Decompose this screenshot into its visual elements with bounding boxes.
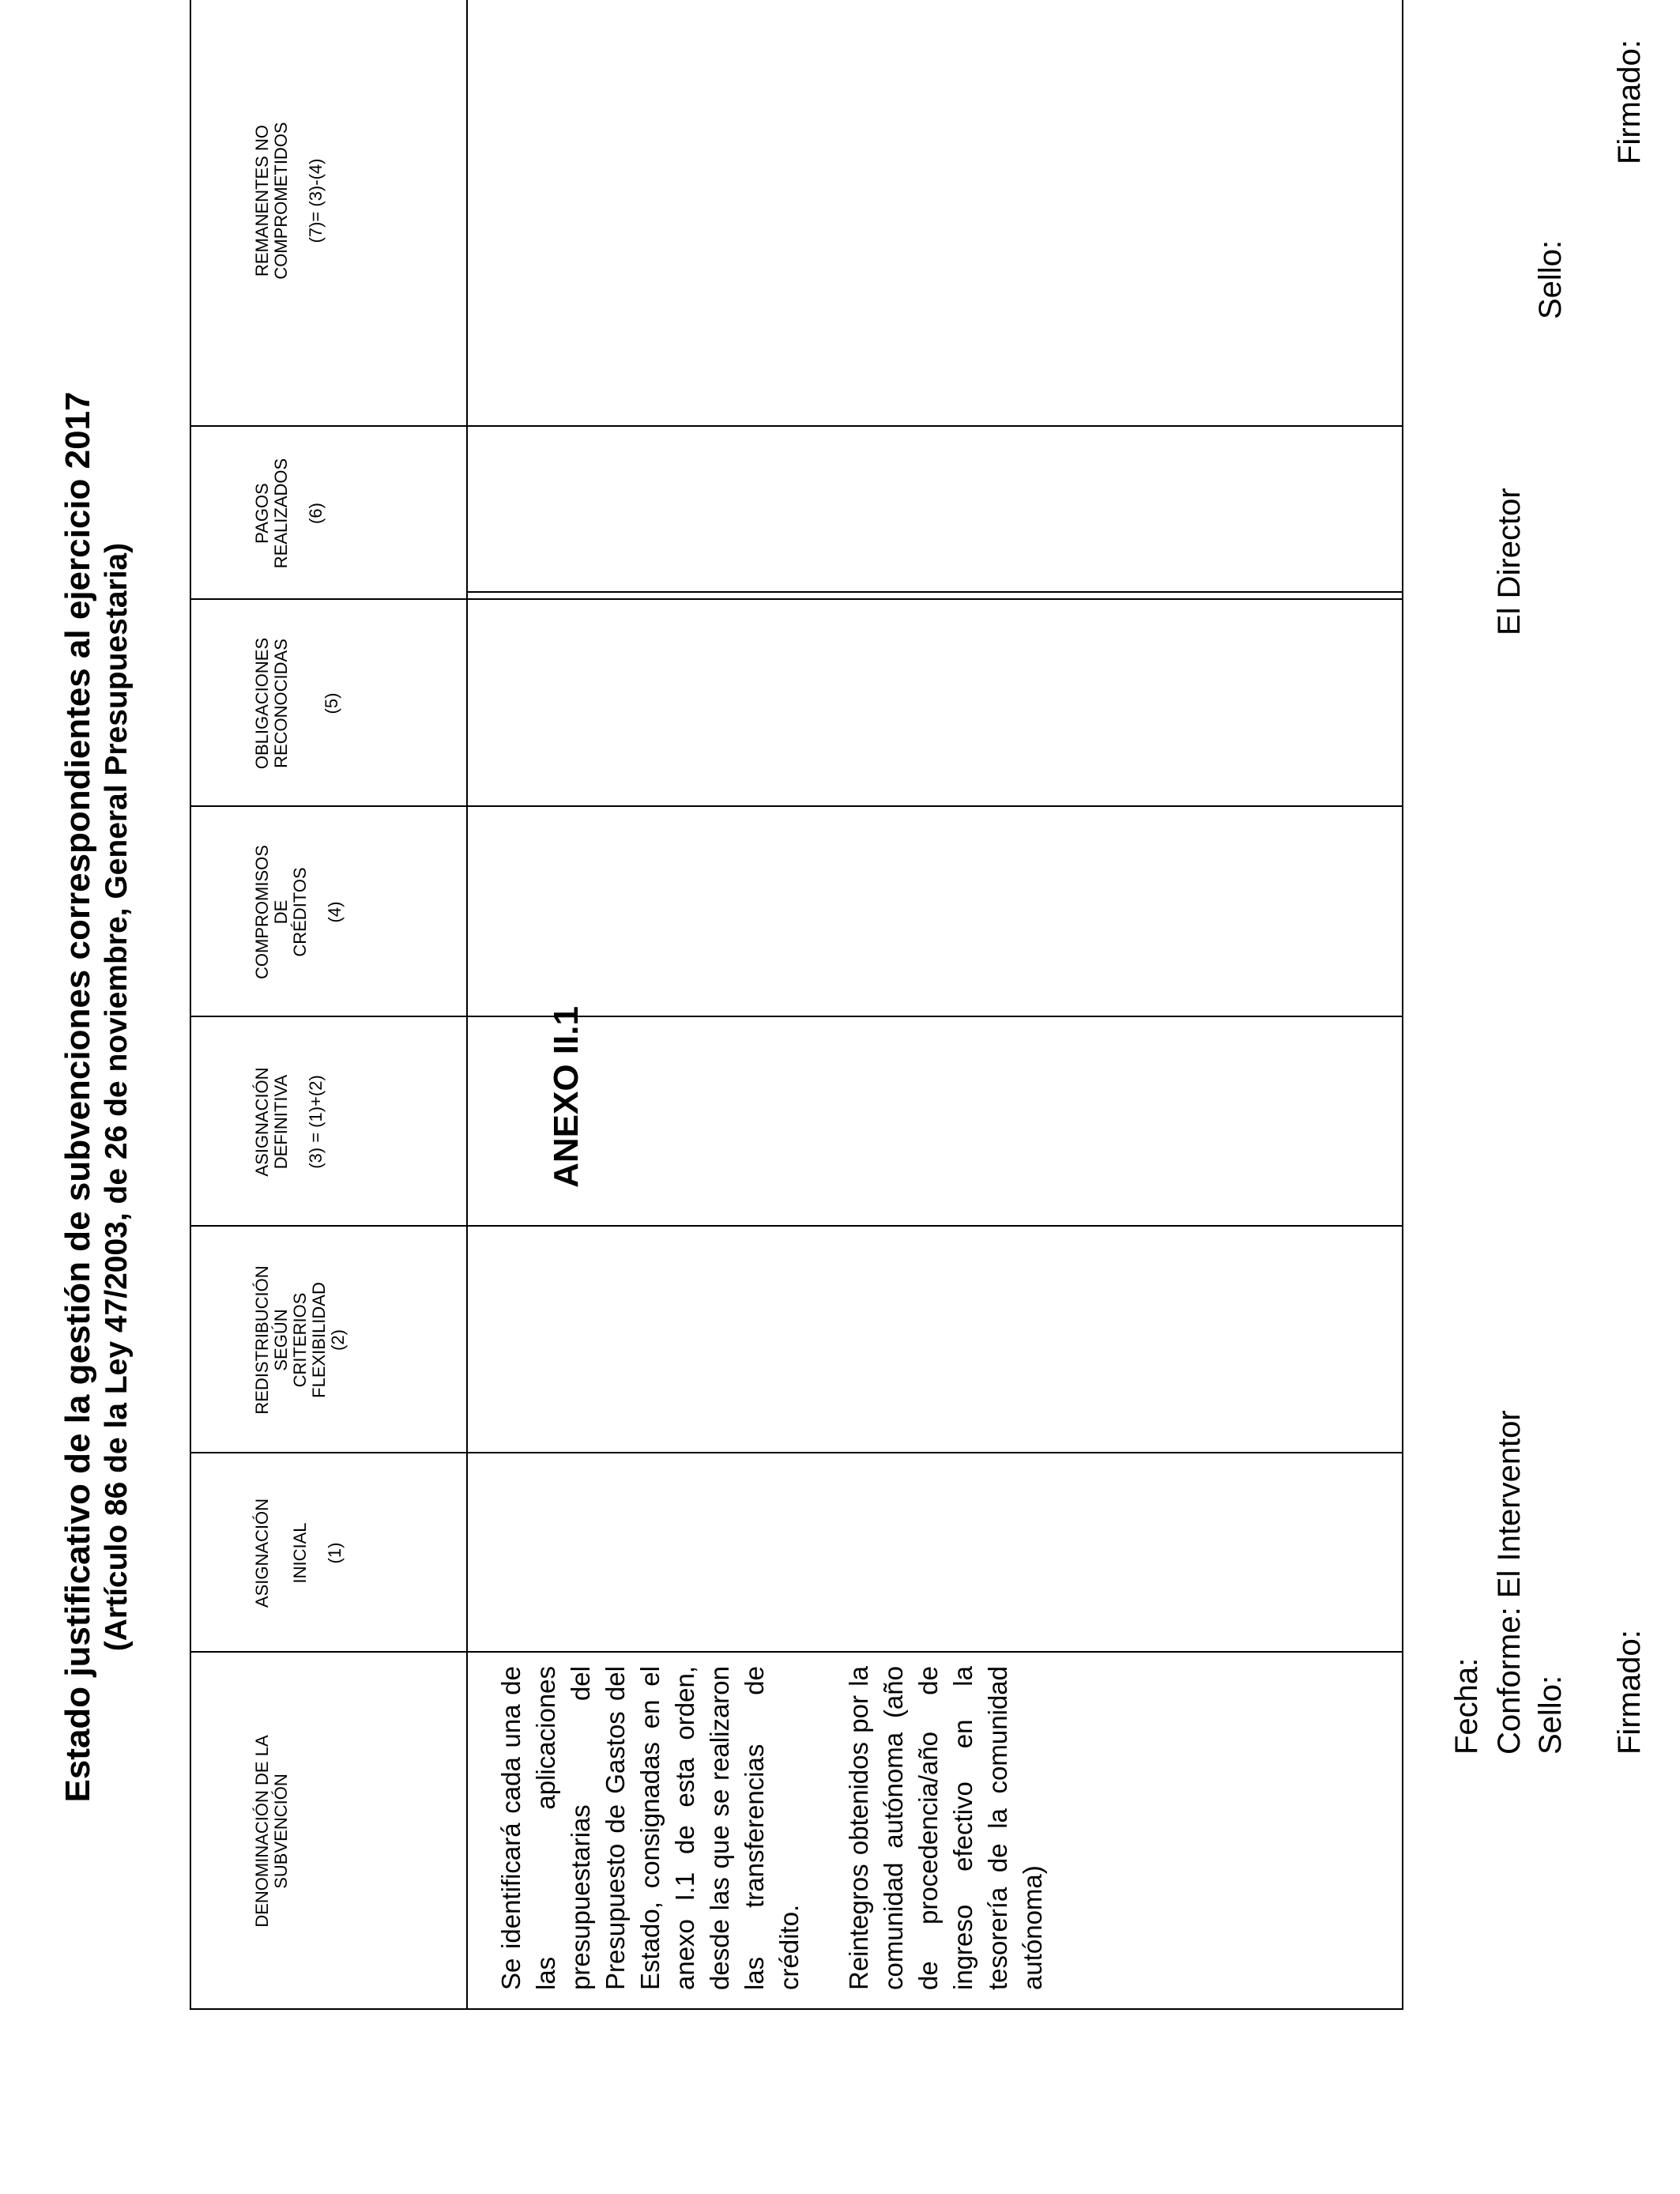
header-divider <box>466 0 468 2010</box>
right-firmado-label: Firmado: <box>1612 40 1647 164</box>
director-label: El Director <box>1492 488 1527 635</box>
left-firmado-label: Firmado: <box>1612 1630 1647 1755</box>
conforme-label: Conforme: El Interventor <box>1492 1410 1527 1755</box>
reintegros-paragraph: Reintegros obtenidos por la comunidad autónoma (año de procedencia/año de ingreso efectivo en la tesorería de la comunidad autónoma) <box>844 1666 1047 1990</box>
header-compromisos: COMPROMISOS DE CRÉDITOS (4) <box>252 845 345 979</box>
header-asignacion-inicial: ASIGNACIÓN INICIAL (1) <box>252 1498 345 1608</box>
col-sep-7 <box>190 425 1403 427</box>
left-sello-label: Sello: <box>1533 1675 1568 1755</box>
col-sep-6 <box>190 598 1403 600</box>
header-pagos: PAGOS REALIZADOS (6) <box>252 458 326 569</box>
col-sep-3 <box>190 1225 1403 1227</box>
col-sep-4 <box>190 1016 1403 1017</box>
col-sep-1 <box>190 1651 1403 1653</box>
header-remanentes: REMANENTES NO COMPROMETIDOS (7)= (3)-(4) <box>252 122 326 280</box>
subsidy-description <box>494 1666 1050 1990</box>
description-paragraph: Se identificará cada una de las aplicaciones presupuestarias del Presupuesto de Gastos del Estado, consignadas en el anexo I.1 de esta orden, desde las que se realizaron las transferencias de crédito. <box>496 1666 804 1990</box>
annex-title: ANEXO II.1 <box>547 1006 586 1188</box>
header-denominacion: DENOMINACIÓN DE LA SUBVENCIÓN <box>252 1735 291 1928</box>
header-obligaciones: OBLIGACIONES RECONOCIDAS (5) <box>252 637 341 770</box>
document-subtitle: (Artículo 86 de la Ley 47/2003, de 26 de noviembre, General Presupuestaria) <box>100 542 134 1652</box>
header-asignacion-definitiva: ASIGNACIÓN DEFINITIVA (3) = (1)+(2) <box>252 1067 326 1177</box>
col-sep-6b <box>466 591 1403 593</box>
col-sep-5 <box>190 805 1403 807</box>
header-redistribucion: REDISTRIBUCIÓN SEGÚN CRITERIOS FLEXIBILIDAD (2) <box>252 1265 348 1415</box>
col-sep-2 <box>190 1452 1403 1453</box>
fecha-label: Fecha: <box>1449 1657 1484 1755</box>
right-sello-label: Sello: <box>1533 239 1568 319</box>
document-title: Estado justificativo de la gestión de subvenciones correspondientes al ejercicio 2017 <box>58 391 97 1803</box>
